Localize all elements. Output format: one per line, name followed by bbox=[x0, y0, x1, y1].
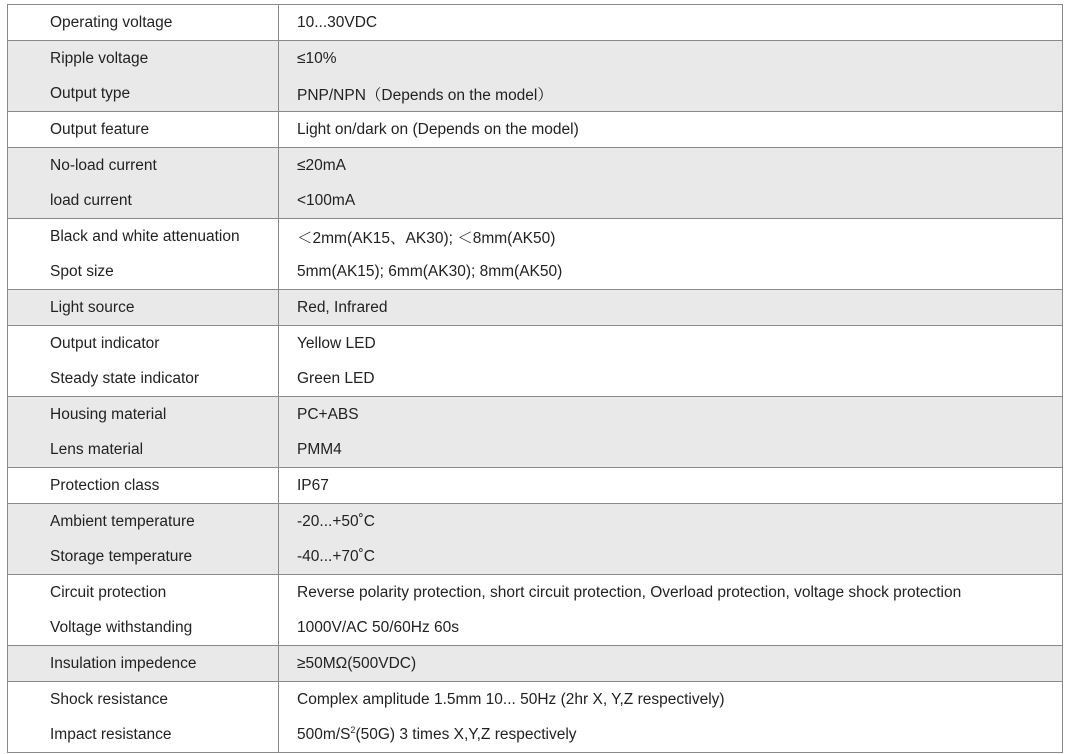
spec-row bbox=[8, 219, 1062, 254]
spec-value: PNP/NPN（Depends on the model） bbox=[297, 86, 553, 104]
spec-group bbox=[8, 219, 1062, 290]
spec-row bbox=[8, 539, 1062, 574]
spec-label: Steady state indicator bbox=[50, 369, 200, 387]
spec-label: Ripple voltage bbox=[50, 49, 149, 67]
spec-label: Output type bbox=[50, 84, 131, 102]
spec-value: <100mA bbox=[297, 191, 356, 209]
spec-label: Circuit protection bbox=[50, 583, 167, 601]
spec-group bbox=[8, 504, 1062, 575]
spec-value bbox=[278, 726, 1062, 744]
spec-row bbox=[8, 290, 1062, 325]
spec-value: ＜2mm(AK15、AK30); ＜8mm(AK50) bbox=[297, 229, 556, 247]
spec-value: PC+ABS bbox=[297, 405, 359, 423]
spec-group bbox=[8, 682, 1062, 752]
spec-group bbox=[8, 468, 1062, 504]
spec-value: Yellow LED bbox=[297, 334, 376, 352]
spec-value: ≥50MΩ(500VDC) bbox=[297, 654, 417, 672]
spec-value-text: 500m/S bbox=[297, 725, 351, 743]
spec-row bbox=[8, 41, 1062, 76]
spec-label: Ambient temperature bbox=[50, 512, 195, 530]
spec-group bbox=[8, 148, 1062, 219]
spec-row bbox=[8, 148, 1062, 183]
spec-value: Green LED bbox=[297, 369, 375, 387]
spec-row bbox=[8, 717, 1062, 752]
spec-value: Complex amplitude 1.5mm 10... 50Hz (2hr X, Y,Z respectively) bbox=[297, 690, 725, 708]
spec-group bbox=[8, 326, 1062, 397]
spec-row bbox=[8, 610, 1062, 645]
spec-value-superscript: 2 bbox=[350, 724, 356, 735]
spec-label: Protection class bbox=[50, 476, 160, 494]
spec-row bbox=[8, 112, 1062, 147]
spec-value: -20...+50˚C bbox=[297, 512, 375, 530]
spec-label: Light source bbox=[50, 298, 135, 316]
spec-label: Spot size bbox=[50, 262, 114, 280]
spec-row bbox=[8, 468, 1062, 503]
spec-label: Insulation impedence bbox=[50, 654, 197, 672]
spec-value: IP67 bbox=[297, 476, 329, 494]
spec-row bbox=[8, 575, 1062, 610]
spec-value: Red, Infrared bbox=[297, 298, 388, 316]
spec-row bbox=[8, 682, 1062, 717]
spec-label: Operating voltage bbox=[50, 13, 173, 31]
spec-value: ≤10% bbox=[297, 49, 337, 67]
spec-label: Black and white attenuation bbox=[50, 227, 240, 245]
spec-group bbox=[8, 646, 1062, 682]
spec-label: No-load current bbox=[50, 156, 157, 174]
spec-value-text-tail: (50G) 3 times X,Y,Z respectively bbox=[355, 725, 577, 743]
spec-row bbox=[8, 361, 1062, 396]
spec-row bbox=[8, 646, 1062, 681]
spec-row bbox=[8, 183, 1062, 218]
spec-group bbox=[8, 112, 1062, 148]
spec-row bbox=[8, 76, 1062, 111]
spec-value: PMM4 bbox=[297, 440, 342, 458]
spec-label: Output feature bbox=[50, 120, 150, 138]
spec-value: Reverse polarity protection, short circuit protection, Overload protection, voltage shock protection bbox=[297, 583, 962, 601]
spec-value: 1000V/AC 50/60Hz 60s bbox=[297, 618, 459, 636]
spec-row bbox=[8, 254, 1062, 289]
spec-row bbox=[8, 397, 1062, 432]
spec-label: Storage temperature bbox=[50, 547, 193, 565]
spec-value: -40...+70˚C bbox=[297, 547, 375, 565]
spec-row bbox=[8, 5, 1062, 40]
spec-label: Housing material bbox=[50, 405, 167, 423]
spec-label: load current bbox=[50, 191, 132, 209]
spec-value: 5mm(AK15); 6mm(AK30); 8mm(AK50) bbox=[297, 262, 563, 280]
spec-label: Voltage withstanding bbox=[50, 618, 193, 636]
spec-table bbox=[7, 4, 1063, 753]
spec-label: Impact resistance bbox=[50, 725, 172, 743]
spec-value: ≤20mA bbox=[297, 156, 346, 174]
spec-row bbox=[8, 326, 1062, 361]
spec-label: Shock resistance bbox=[50, 690, 169, 708]
spec-value: Light on/dark on (Depends on the model) bbox=[297, 120, 579, 138]
spec-value: 10...30VDC bbox=[297, 13, 378, 31]
spec-row bbox=[8, 504, 1062, 539]
spec-label: Output indicator bbox=[50, 334, 160, 352]
spec-group bbox=[8, 397, 1062, 468]
spec-group bbox=[8, 41, 1062, 112]
spec-group bbox=[8, 5, 1062, 41]
spec-label: Lens material bbox=[50, 440, 144, 458]
spec-group bbox=[8, 290, 1062, 326]
spec-row bbox=[8, 432, 1062, 467]
spec-group bbox=[8, 575, 1062, 646]
